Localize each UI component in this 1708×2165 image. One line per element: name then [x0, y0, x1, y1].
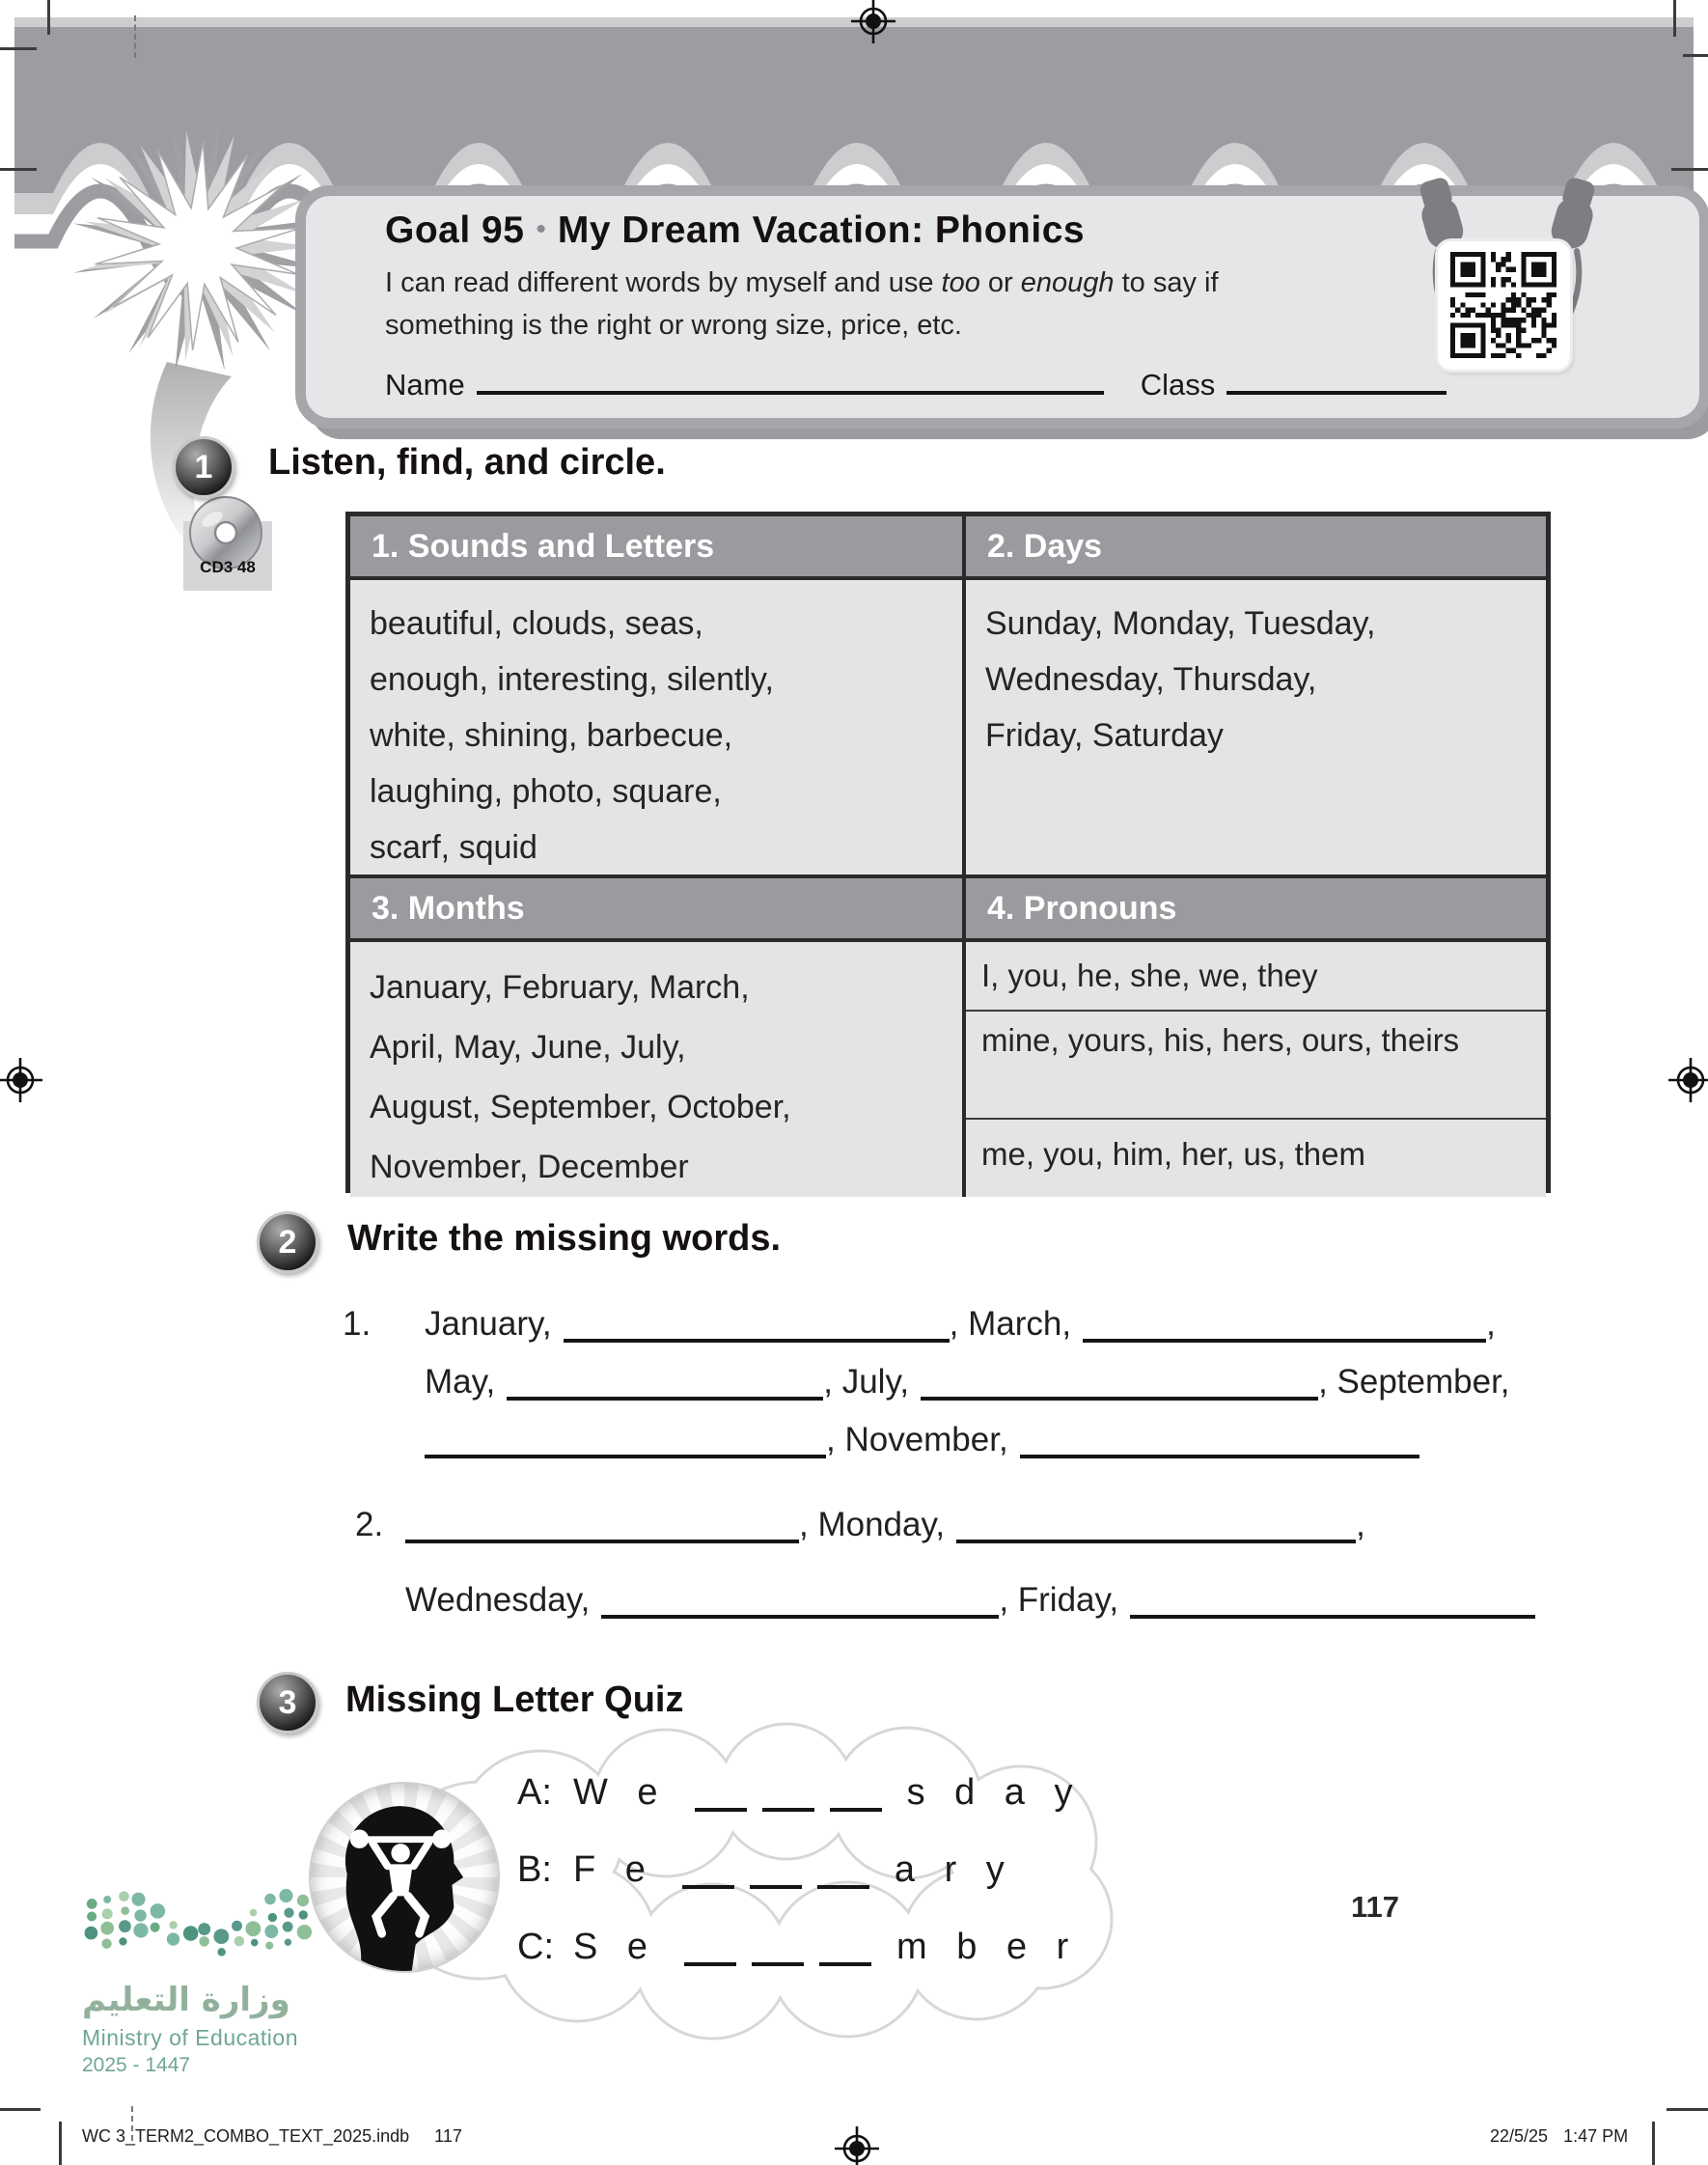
ministry-logo-dots [77, 1887, 318, 1984]
registration-mark [851, 0, 895, 43]
crop-mark [47, 0, 50, 35]
letter-blank[interactable] [830, 1808, 882, 1812]
fold-mark-dashed [134, 15, 136, 58]
answer-blank[interactable] [601, 1615, 999, 1619]
class-input-line[interactable] [1226, 362, 1446, 395]
table-header-days: 2. Days [962, 516, 1546, 580]
table-header-sounds: 1. Sounds and Letters [350, 516, 962, 580]
letter-blank[interactable] [762, 1808, 814, 1812]
bullet-separator: • [536, 213, 546, 245]
crop-mark [0, 47, 37, 50]
exercise1-badge: 1 [173, 436, 234, 498]
goal-description-line2: something is the right or wrong size, price, etc. [385, 310, 962, 341]
table-cell-days[interactable]: Sunday, Monday, Tuesday, Wednesday, Thursday, Friday, Saturday [962, 580, 1546, 874]
table-cell-pronouns[interactable] [962, 942, 1546, 1197]
file-name: WC 3_TERM2_COMBO_TEXT_2025.indb [82, 2126, 410, 2146]
answer-blank[interactable] [1130, 1615, 1535, 1619]
qr-code[interactable] [1450, 252, 1556, 358]
crop-mark [1667, 2108, 1708, 2111]
pronoun-row-object: me, you, him, her, us, them [966, 1118, 1546, 1189]
crop-mark [1671, 168, 1708, 171]
print-date: 22/5/25 [1490, 2126, 1549, 2146]
crop-mark [1673, 0, 1676, 37]
cd-audio-icon [179, 494, 276, 595]
letter-blank[interactable] [817, 1885, 869, 1889]
crop-mark [1652, 2122, 1655, 2165]
table-header-pronouns: 4. Pronouns [962, 874, 1546, 942]
fold-mark-dashed [131, 2106, 133, 2141]
answer-blank[interactable] [1020, 1455, 1419, 1458]
table-cell-months[interactable]: January, February, March, April, May, June, July, August, September, October, November, December [350, 942, 962, 1197]
answer-blank[interactable] [425, 1455, 826, 1458]
item-number: 2. [355, 1506, 384, 1543]
goal-number: Goal 95 [385, 209, 525, 251]
ex2-item2-line2: Wednesday, , Friday, [405, 1581, 1535, 1620]
crop-mark [1683, 54, 1708, 57]
crop-mark [0, 2108, 41, 2111]
letter-blank[interactable] [695, 1808, 747, 1812]
class-label: Class [1140, 368, 1216, 402]
crop-mark [59, 2122, 62, 2165]
ex2-item2-line1: 2. , Monday, , [355, 1506, 1365, 1543]
quiz-line-b: B: F e a r y [517, 1849, 1014, 1890]
ministry-name-arabic: وزارة التعليم [82, 1981, 290, 2019]
quiz-line-c: C: S e m b e r [517, 1927, 1079, 1967]
brain-exercise-icon [311, 1784, 498, 1971]
answer-blank[interactable] [507, 1397, 823, 1401]
letter-blank[interactable] [750, 1885, 802, 1889]
name-label: Name [385, 368, 465, 402]
ministry-name-english: Ministry of Education [82, 2025, 298, 2050]
cd-icon [179, 494, 276, 595]
ministry-year: 2025 - 1447 [82, 2054, 191, 2076]
letter-blank[interactable] [819, 1962, 871, 1966]
answer-blank[interactable] [921, 1397, 1318, 1401]
exercise3-badge: 3 [257, 1672, 318, 1734]
table-cell-sounds[interactable]: beautiful, clouds, seas, enough, interesting, silently, white, shining, barbecue, laughing, photo, square, scarf, squid [350, 580, 962, 874]
pronoun-row-subject: I, you, he, she, we, they [981, 958, 1318, 993]
ex2-item1-line2: May, , July, , September, [425, 1363, 1510, 1401]
ex2-item1-line3: , November, [425, 1421, 1419, 1459]
quiz-line-a: A: W e s d a y [517, 1772, 1083, 1813]
answer-blank[interactable] [956, 1540, 1356, 1543]
answer-blank[interactable] [405, 1540, 799, 1543]
file-page: 117 [434, 2126, 462, 2146]
registration-mark [835, 2126, 879, 2165]
letter-blank[interactable] [684, 1962, 736, 1966]
print-slug-left [82, 2126, 462, 2147]
italic-enough: enough [1020, 267, 1115, 298]
qr-card [1438, 241, 1570, 370]
letter-blank[interactable] [682, 1885, 734, 1889]
registration-mark [1668, 1058, 1708, 1102]
pronoun-row-possessive: mine, yours, his, hers, ours, theirs [966, 1010, 1546, 1118]
exercise3-title: Missing Letter Quiz [345, 1679, 684, 1720]
exercise2-title: Write the missing words. [347, 1218, 782, 1259]
name-input-line[interactable] [477, 362, 1104, 395]
vocab-table [345, 512, 1551, 1193]
cd-track-label: CD3 48 [200, 558, 256, 576]
crop-mark [0, 168, 37, 171]
print-slug-right [1490, 2126, 1628, 2147]
page-number: 117 [1351, 1890, 1400, 1924]
goal-description-line1: I can read different words by myself and use too or enough to say if [385, 267, 1219, 298]
item-number: 1. [343, 1305, 372, 1343]
answer-blank[interactable] [564, 1339, 950, 1343]
italic-too: too [941, 267, 980, 298]
registration-mark [0, 1058, 42, 1102]
answer-blank[interactable] [1083, 1339, 1486, 1343]
print-time: 1:47 PM [1563, 2126, 1629, 2146]
table-header-months: 3. Months [350, 874, 962, 942]
letter-blank[interactable] [752, 1962, 804, 1966]
exercise1-title: Listen, find, and circle. [268, 442, 666, 483]
page-title: My Dream Vacation: Phonics [557, 209, 1086, 251]
ex2-item1-line1: 1. January, , March, , [343, 1305, 1496, 1343]
exercise2-badge: 2 [257, 1211, 318, 1273]
